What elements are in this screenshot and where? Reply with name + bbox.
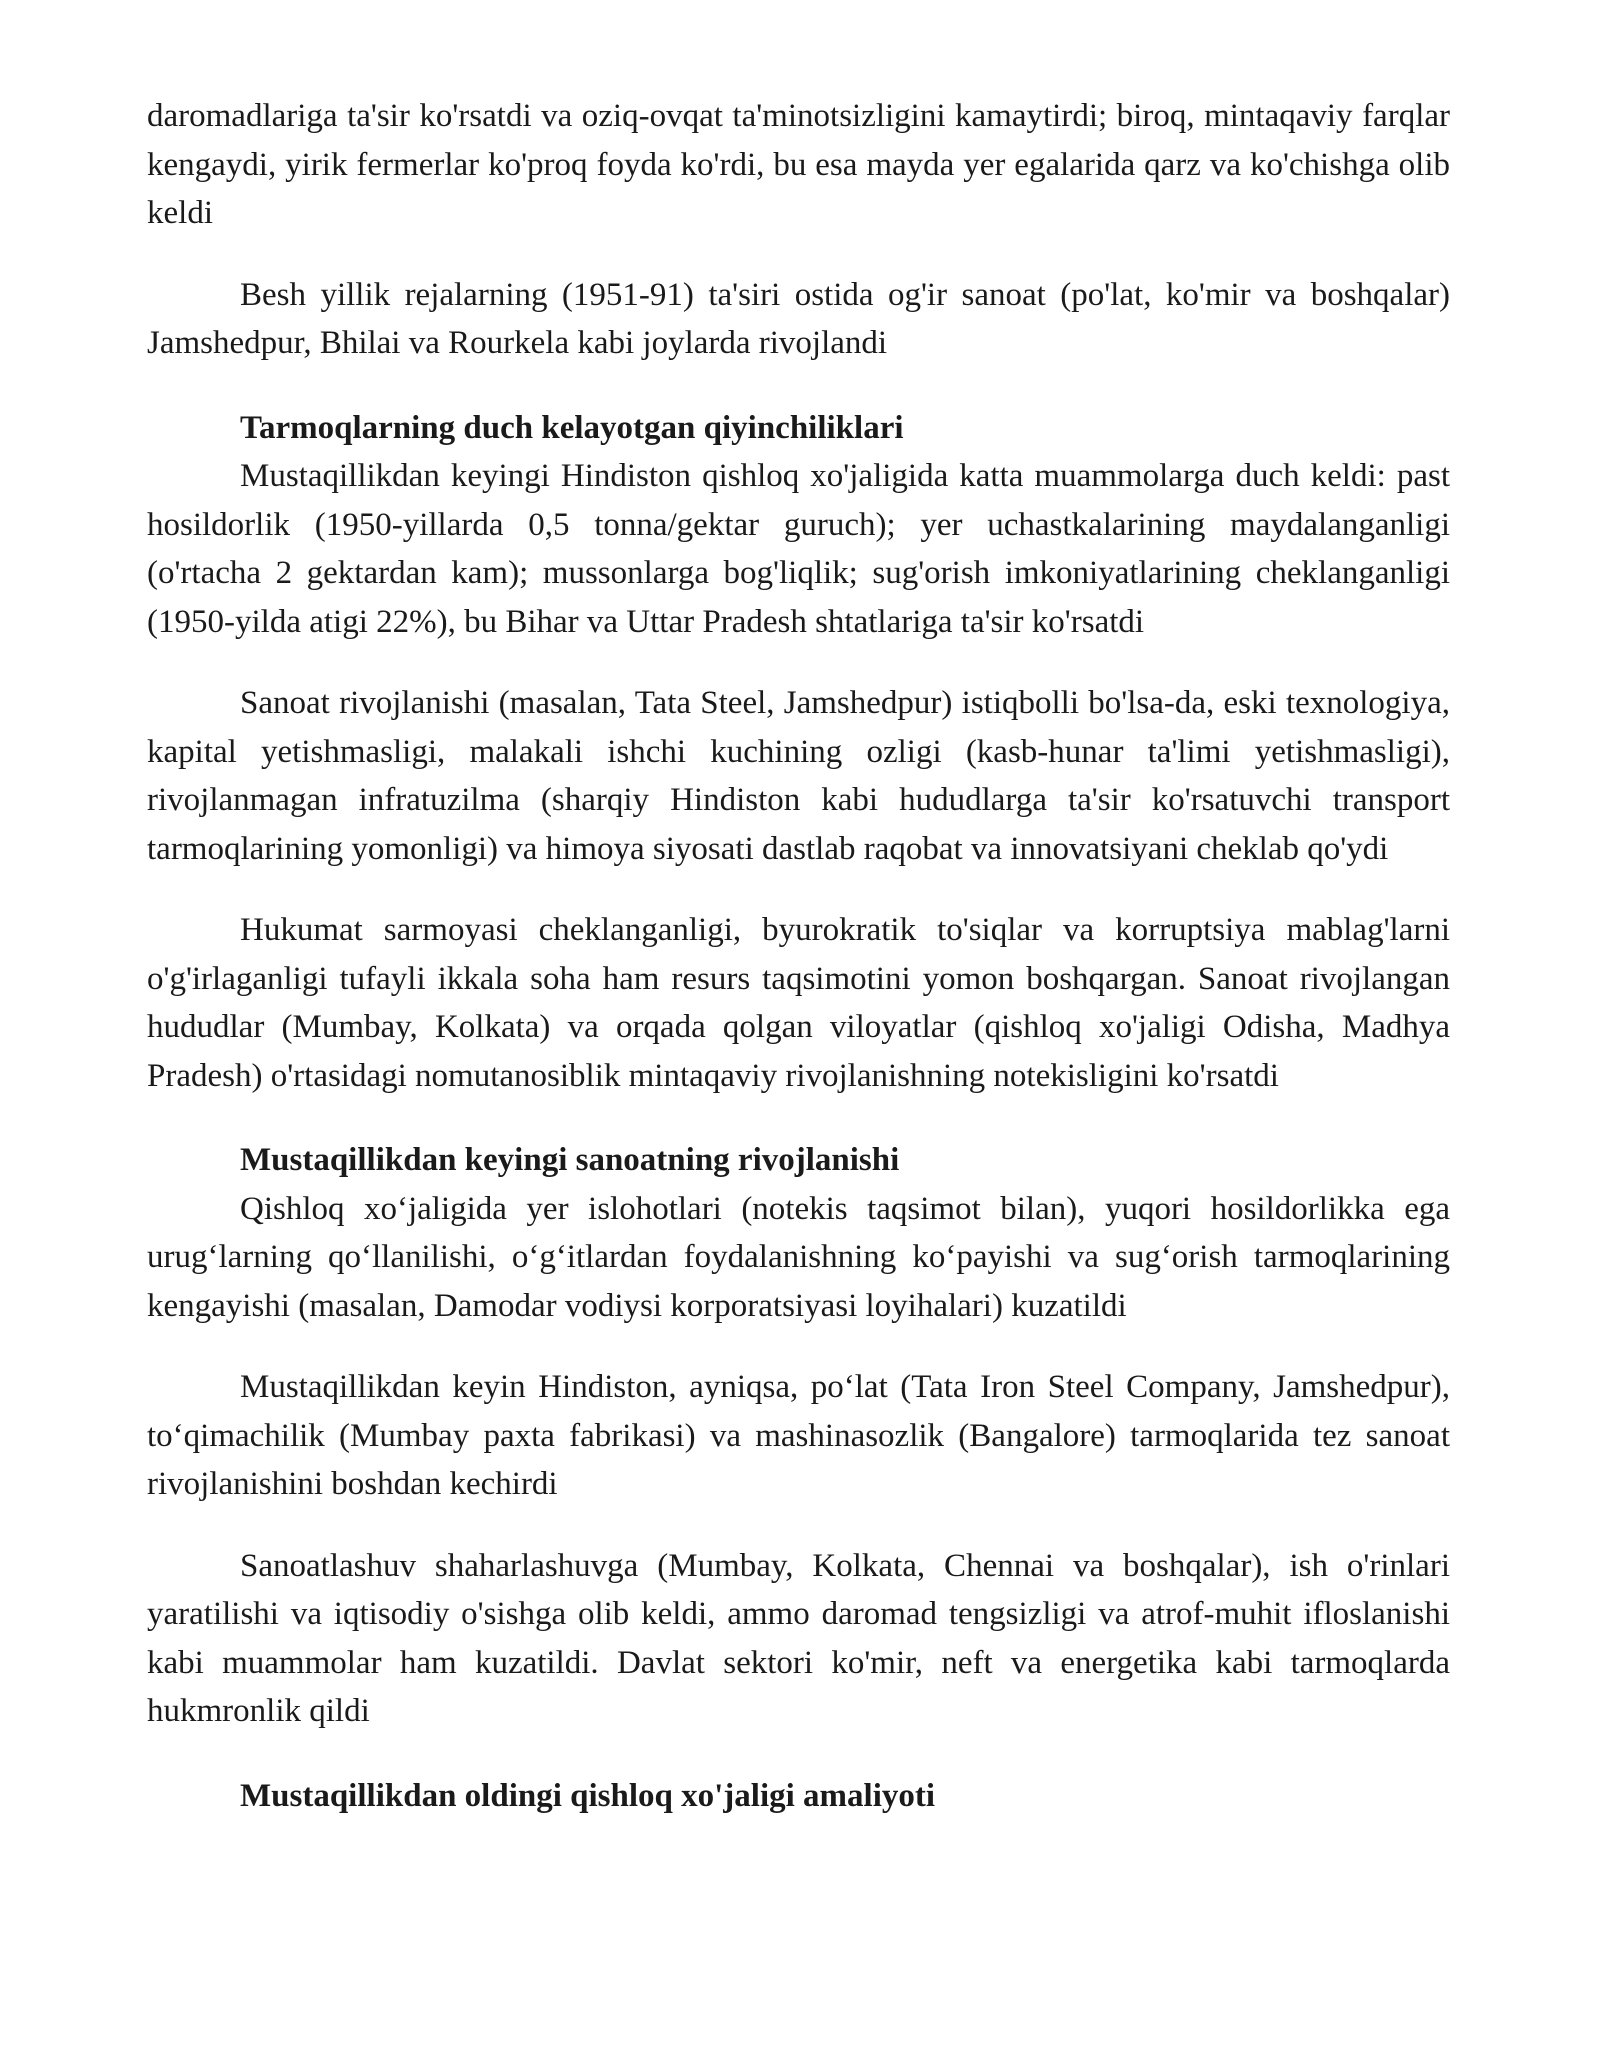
paragraph-five-year-plans: Besh yillik rejalarning (1951-91) ta'siri ostida og'ir sanoat (po'lat, ko'mir va boshqalar) Jamshedpur, Bhilai va Rourkela kabi joylarda rivojlandi bbox=[147, 276, 1450, 361]
paragraph-land-reforms: Qishloq xoʻjaligida yer islohotlari (notekis taqsimot bilan), yuqori hosildorlikka ega urugʻlarning qoʻllanilishi, oʻgʻitlardan foydalanishning koʻpayishi va sugʻorish tarmoqlarining kengayishi (masalan, Damodar vodiysi korporatsiyasi loyihalari) kuzatildi bbox=[147, 1190, 1450, 1324]
paragraph-government-investment: Hukumat sarmoyasi cheklanganligi, byurokratik to'siqlar va korruptsiya mablag'larni o'g'irlaganligi tufayli ikkala soha ham resurs taqsimotini yomon boshqargan. Sanoat rivojlangan hududlar (Mumbay, Kolkata) va orqada qolgan viloyatlar (qishloq xo'jaligi Odisha, Madhya Pradesh) o'rtasidagi nomutanosiblik mintaqaviy rivojlanishning notekisligini ko'rsatdi bbox=[147, 912, 1450, 1094]
paragraph-continuation: daromadlariga ta'sir ko'rsatdi va oziq-ovqat ta'minotsizligini kamaytirdi; biroq, mintaqaviy farqlar kengaydi, yirik fermerlar ko'proq foyda ko'rdi, bu esa mayda yer egalarida qarz va ko'chishga olib keldi bbox=[147, 98, 1450, 231]
document-page bbox=[147, 92, 1450, 1820]
paragraph-agriculture-problems: Mustaqillikdan keyingi Hindiston qishloq xo'jaligida katta muammolarga duch keldi: past hosildorlik (1950-yillarda 0,5 tonna/gektar guruch); yer uchastkalarining maydalanganligi (o'rtacha 2 gektardan kam); mussonlarga bog'liqlik; sug'orish imkoniyatlarining cheklanganligi (1950-yilda atigi 22%), bu Bihar va Uttar Pradesh shtatlariga ta'sir ko'rsatdi bbox=[147, 458, 1450, 640]
paragraph-urbanization: Sanoatlashuv shaharlashuvga (Mumbay, Kolkata, Chennai va boshqalar), ish o'rinlari yaratilishi va iqtisodiy o'sishga olib keldi, ammo daromad tengsizligi va atrof-muhit ifloslanishi kabi muammolar ham kuzatildi. Davlat sektori ko'mir, neft va energetika kabi tarmoqlarda hukmronlik qildi bbox=[147, 1547, 1450, 1729]
section-heading-challenges: Tarmoqlarning duch kelayotgan qiyinchiliklari bbox=[240, 409, 904, 446]
section-heading-pre-independence: Mustaqillikdan oldingi qishloq xo'jaligi amaliyoti bbox=[240, 1777, 936, 1814]
section-heading-industrial-development: Mustaqillikdan keyingi sanoatning rivojlanishi bbox=[240, 1142, 900, 1178]
paragraph-industry-problems: Sanoat rivojlanishi (masalan, Tata Steel, Jamshedpur) istiqbolli bo'lsa-da, eski texnologiya, kapital yetishmasligi, malakali ishchi kuchining ozligi (kasb-hunar ta'limi yetishmasligi), rivojlanmagan infratuzilma (sharqiy Hindiston kabi hududlarga ta'sir ko'rsatuvchi transport tarmoqlarining yomonligi) va himoya siyosati dastlab raqobat va innovatsiyani cheklab qo'ydi bbox=[147, 685, 1450, 867]
paragraph-industrial-growth: Mustaqillikdan keyin Hindiston, ayniqsa, poʻlat (Tata Iron Steel Company, Jamshedpur), toʻqimachilik (Mumbay paxta fabrikasi) va mashinasozlik (Bangalore) tarmoqlarida tez sanoat rivojlanishini boshdan kechirdi bbox=[147, 1369, 1450, 1502]
